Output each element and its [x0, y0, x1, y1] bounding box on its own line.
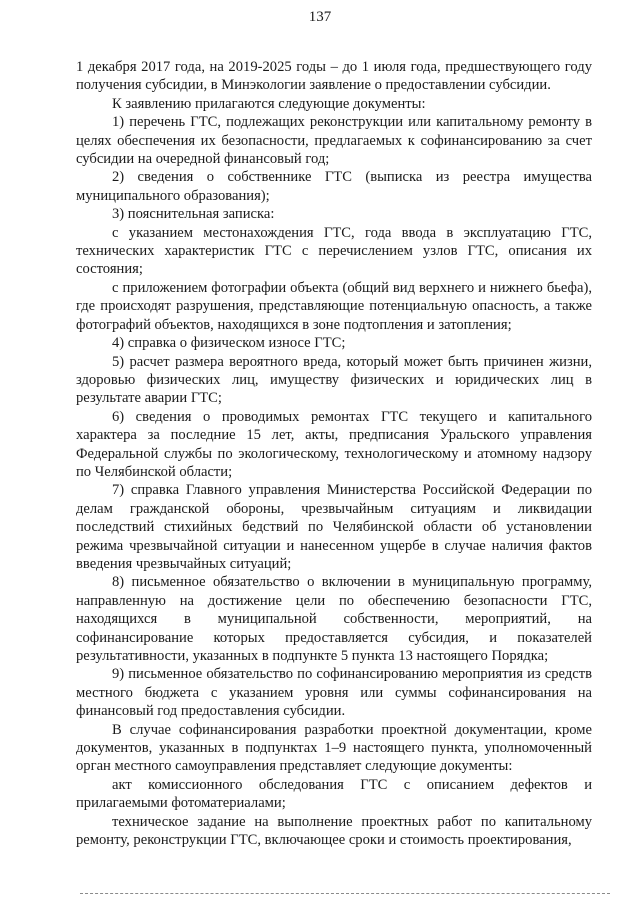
page-number: 137	[308, 9, 332, 25]
list-item-3-sub-photos: с приложением фотографии объекта (общий вид верхнего и нижнего бьефа), где происходят разрушения, представляющие потенциальную опасность, а также фотографий объектов, находящихся в зоне подтопления и затопления;	[76, 279, 592, 333]
paragraph-continuation: 1 декабря 2017 года, на 2019-2025 годы – до 1 июля года, предшествующего году получения субсидии, в Минэкологии заявление о предоставлении субсидии.	[76, 59, 592, 94]
list-item-1: 1) перечень ГТС, подлежащих реконструкции или капитальному ремонту в целях обеспечения их безопасности, предлагаемых к софинансированию за счет субсидии на очередной финансовый год;	[76, 114, 592, 168]
list-item-3: 3) пояснительная записка:	[112, 206, 275, 223]
list-item-5: 5) расчет размера вероятного вреда, который может быть причинен жизни, здоровью физических лиц, имуществу физических и юридических лиц в результате аварии ГТС;	[76, 353, 592, 407]
list-item-4: 4) справка о физическом износе ГТС;	[112, 335, 346, 352]
document-body	[76, 58, 592, 849]
paragraph-attachments-intro: К заявлению прилагаются следующие документы:	[112, 95, 426, 112]
list-item-7: 7) справка Главного управления Министерства Российской Федерации по делам гражданской обороны, чрезвычайным ситуациям и ликвидации последствий стихийных бедствий по Челябинской области об установлении режима чрезвычайной ситуации и нанесенном ущербе в случае наличия фактов введения чрезвычайных ситуаций;	[76, 482, 592, 572]
list-item-9: 9) письменное обязательство по софинансированию мероприятия из средств местного бюджета с указанием уровня или суммы софинансирования на финансовый год предоставления субсидии.	[76, 666, 592, 720]
list-item-8: 8) письменное обязательство о включении в муниципальную программу, направленную на достижение цели по обеспечению безопасности ГТС, находящихся в муниципальной собственности, мероприятий, на софинансирование которых предоставляется субсидия, и показателей результативности, указанных в подпункте 5 пункта 13 настоящего Порядка;	[76, 574, 592, 664]
list-item-6: 6) сведения о проводимых ремонтах ГТС текущего и капитального характера за последние 15 лет, акты, предписания Уральского управления Федеральной службы по экологическому, технологическому и атомному надзору по Челябинской области;	[76, 408, 592, 480]
paragraph-design-documentation: В случае софинансирования разработки проектной документации, кроме документов, указанных в подпунктах 1–9 настоящего пункта, уполномоченный орган местного самоуправления представляет следующие документы:	[76, 721, 592, 775]
list-item-2: 2) сведения о собственнике ГТС (выписка из реестра имущества муниципального образования);	[76, 169, 592, 204]
paragraph-inspection-act: акт комиссионного обследования ГТС с описанием дефектов и прилагаемыми фотоматериалами;	[76, 776, 592, 812]
paragraph-technical-task: техническое задание на выполнение проектных работ по капитальному ремонту, реконструкции ГТС, включающее сроки и стоимость проектирования,	[76, 813, 592, 849]
list-item-3-sub-location: с указанием местонахождения ГТС, года ввода в эксплуатацию ГТС, технических характеристик ГТС с перечислением узлов ГТС, описания их состояния;	[76, 224, 592, 278]
scan-bottom-edge	[80, 893, 610, 894]
